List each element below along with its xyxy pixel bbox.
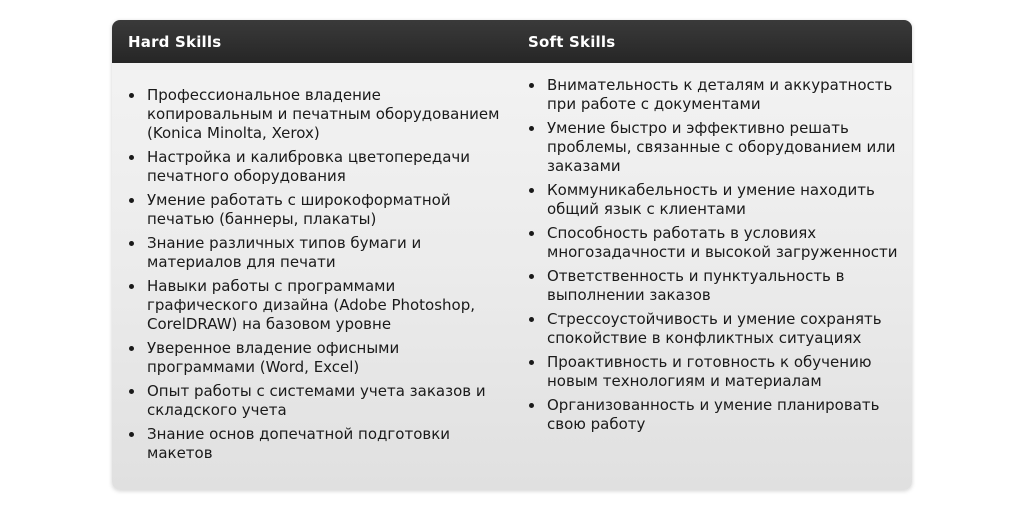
soft-skill-text: Коммуникабельность и умение находить общий язык с клиентами xyxy=(547,181,875,218)
list-item xyxy=(512,396,912,434)
table-body xyxy=(112,63,912,490)
soft-skill-text: Проактивность и готовность к обучению новым технологиям и материалам xyxy=(547,353,872,390)
list-item xyxy=(112,382,512,420)
soft-skill-text: Внимательность к деталям и аккуратность при работе с документами xyxy=(547,76,893,113)
hard-skill-text: Уверенное владение офисными программами (Word, Excel) xyxy=(147,339,400,376)
hard-skills-list xyxy=(112,63,512,463)
list-item xyxy=(112,148,512,186)
bullet-icon xyxy=(129,284,134,289)
header-soft-skills: Soft Skills xyxy=(528,32,616,51)
bullet-icon xyxy=(129,346,134,351)
list-item xyxy=(512,310,912,348)
hard-skill-text: Умение работать с широкоформатной печатью (баннеры, плакаты) xyxy=(147,191,451,228)
list-item xyxy=(512,353,912,391)
list-item xyxy=(512,181,912,219)
list-item xyxy=(112,86,512,143)
bullet-icon xyxy=(529,188,534,193)
bullet-icon xyxy=(129,389,134,394)
list-item xyxy=(112,425,512,463)
bullet-icon xyxy=(529,126,534,131)
hard-skill-text: Профессиональное владение копировальным и печатным оборудованием (Konica Minolta, Xerox) xyxy=(147,86,500,142)
list-item xyxy=(112,339,512,377)
list-item xyxy=(112,234,512,272)
hard-skill-text: Настройка и калибровка цветопередачи печатного оборудования xyxy=(147,148,470,185)
list-item xyxy=(512,267,912,305)
list-item xyxy=(112,191,512,229)
bullet-icon xyxy=(529,360,534,365)
bullet-icon xyxy=(529,83,534,88)
skills-table xyxy=(112,20,912,490)
hard-skills-column xyxy=(112,63,512,490)
soft-skills-list xyxy=(512,63,912,434)
soft-skill-text: Умение быстро и эффективно решать проблемы, связанные с оборудованием или заказами xyxy=(547,119,896,175)
bullet-icon xyxy=(529,274,534,279)
bullet-icon xyxy=(529,317,534,322)
bullet-icon xyxy=(129,93,134,98)
bullet-icon xyxy=(129,198,134,203)
hard-skill-text: Знание основ допечатной подготовки макетов xyxy=(147,425,451,462)
list-item xyxy=(512,76,912,114)
bullet-icon xyxy=(529,231,534,236)
bullet-icon xyxy=(129,432,134,437)
bullet-icon xyxy=(129,241,134,246)
bullet-icon xyxy=(529,403,534,408)
hard-skill-text: Навыки работы с программами графического дизайна (Adobe Photoshop, CorelDRAW) на базовом уровне xyxy=(147,277,476,333)
soft-skills-column xyxy=(512,63,912,490)
hard-skill-text: Опыт работы с системами учета заказов и складского учета xyxy=(147,382,486,419)
table-header xyxy=(112,20,912,63)
soft-skill-text: Способность работать в условиях многозадачности и высокой загруженности xyxy=(547,224,898,261)
header-hard-skills: Hard Skills xyxy=(128,32,222,51)
list-item xyxy=(112,277,512,334)
soft-skill-text: Стрессоустойчивость и умение сохранять спокойствие в конфликтных ситуациях xyxy=(547,310,882,347)
soft-skill-text: Организованность и умение планировать свою работу xyxy=(547,396,880,433)
list-item xyxy=(512,119,912,176)
bullet-icon xyxy=(129,155,134,160)
hard-skill-text: Знание различных типов бумаги и материалов для печати xyxy=(147,234,422,271)
list-item xyxy=(512,224,912,262)
soft-skill-text: Ответственность и пунктуальность в выполнении заказов xyxy=(547,267,845,304)
